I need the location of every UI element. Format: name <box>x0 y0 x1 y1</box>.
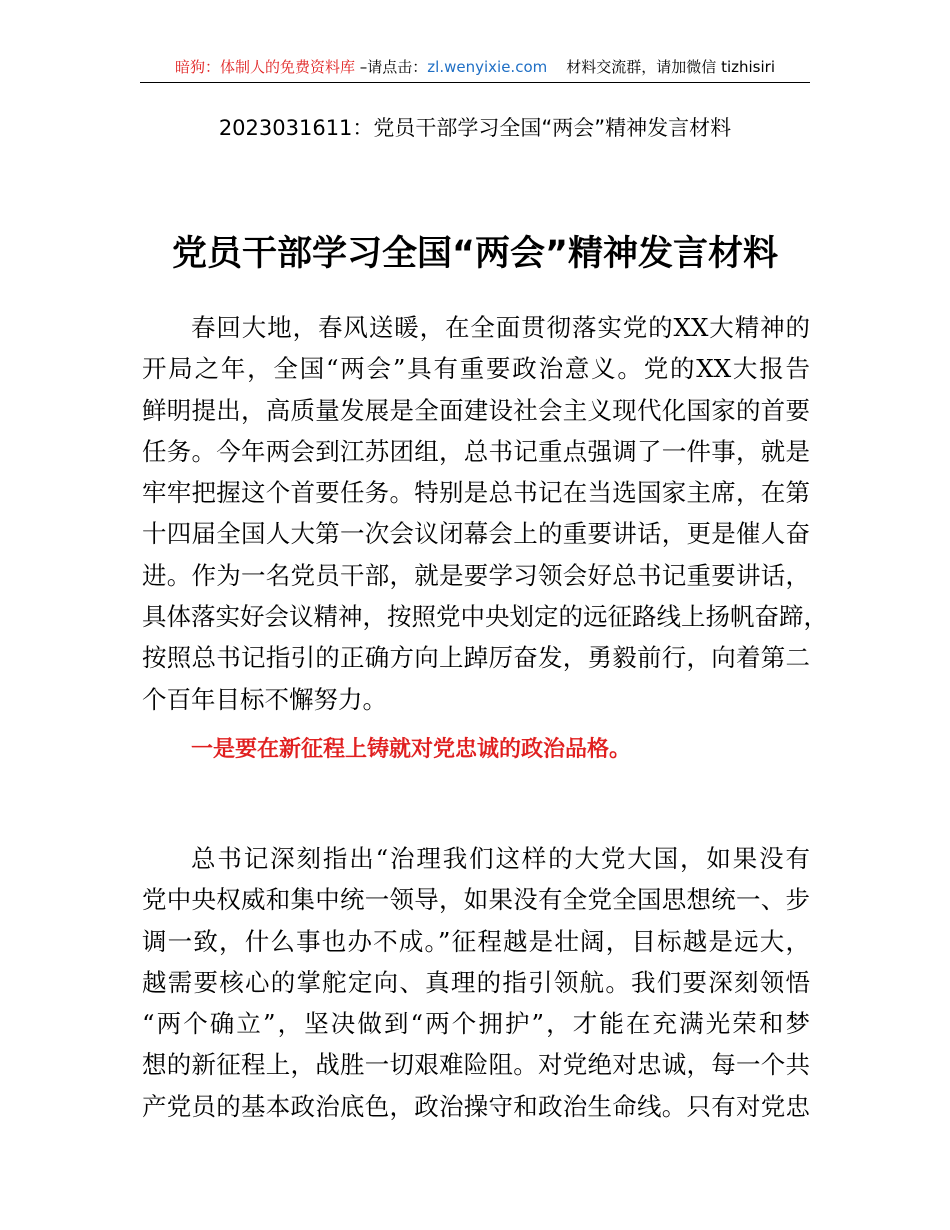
watermark-header <box>140 54 810 83</box>
document-subtitle: 2023031611：党员干部学习全国“两会”精神发言材料 <box>218 116 732 140</box>
text-line: 调一致，什么事也办不成。”征程越是壮阔，目标越是远大， <box>142 926 810 956</box>
document-title: 党员干部学习全国“两会”精神发言材料 <box>171 234 778 274</box>
text-line: 春回大地，春风送暖，在全面贯彻落实党的XX大精神的 <box>191 313 810 342</box>
text-line: 产党员的基本政治底色，政治操守和政治生命线。只有对党忠 <box>142 1091 810 1121</box>
text-line: “两个确立”，坚决做到“两个拥护”，才能在充满光荣和梦 <box>142 1009 810 1039</box>
text-line: 越需要核心的掌舵定向、真理的指引领航。我们要深刻领悟 <box>142 967 810 997</box>
text-line: 牢牢把握这个首要任务。特别是总书记在当选国家主席，在第 <box>142 478 810 508</box>
text-line: 个百年目标不懈努力。 <box>142 684 387 714</box>
paragraph-intro <box>142 307 828 720</box>
text-line: 按照总书记指引的正确方向上踔厉奋发，勇毅前行，向着第二 <box>142 643 810 673</box>
paragraph-section-1 <box>142 838 810 1127</box>
text-line: 总书记深刻指出“治理我们这样的大党大国，如果没有 <box>191 844 810 873</box>
header-prompt: –请点击： <box>355 58 428 76</box>
text-line: 进。作为一名党员干部，就是要学习领会好总书记重要讲话， <box>142 560 810 590</box>
text-line: 具体落实好会议精神，按照党中央划定的远征路线上扬帆奋蹄， <box>142 602 828 632</box>
text-line: 十四届全国人大第一次会议闭幕会上的重要讲话，更是催人奋 <box>142 519 810 549</box>
header-contact: 材料交流群，请加微信 tizhisiri <box>547 58 775 76</box>
header-site-name: 暗狗：体制人的免费资料库 <box>175 58 356 76</box>
text-line: 任务。今年两会到江苏团组，总书记重点强调了一件事，就是 <box>142 436 810 466</box>
text-line: 想的新征程上，战胜一切艰难险阻。对党绝对忠诚，每一个共 <box>142 1050 810 1080</box>
text-line: 鲜明提出，高质量发展是全面建设社会主义现代化国家的首要 <box>142 395 810 425</box>
section-heading-1: 一是要在新征程上铸就对党忠诚的政治品格。 <box>191 737 632 762</box>
text-line: 党中央权威和集中统一领导，如果没有全党全国思想统一、步 <box>142 885 810 915</box>
text-line: 开局之年，全国“两会”具有重要政治意义。党的XX大报告 <box>142 354 810 384</box>
header-link[interactable]: zl.wenyixie.com <box>427 58 548 76</box>
